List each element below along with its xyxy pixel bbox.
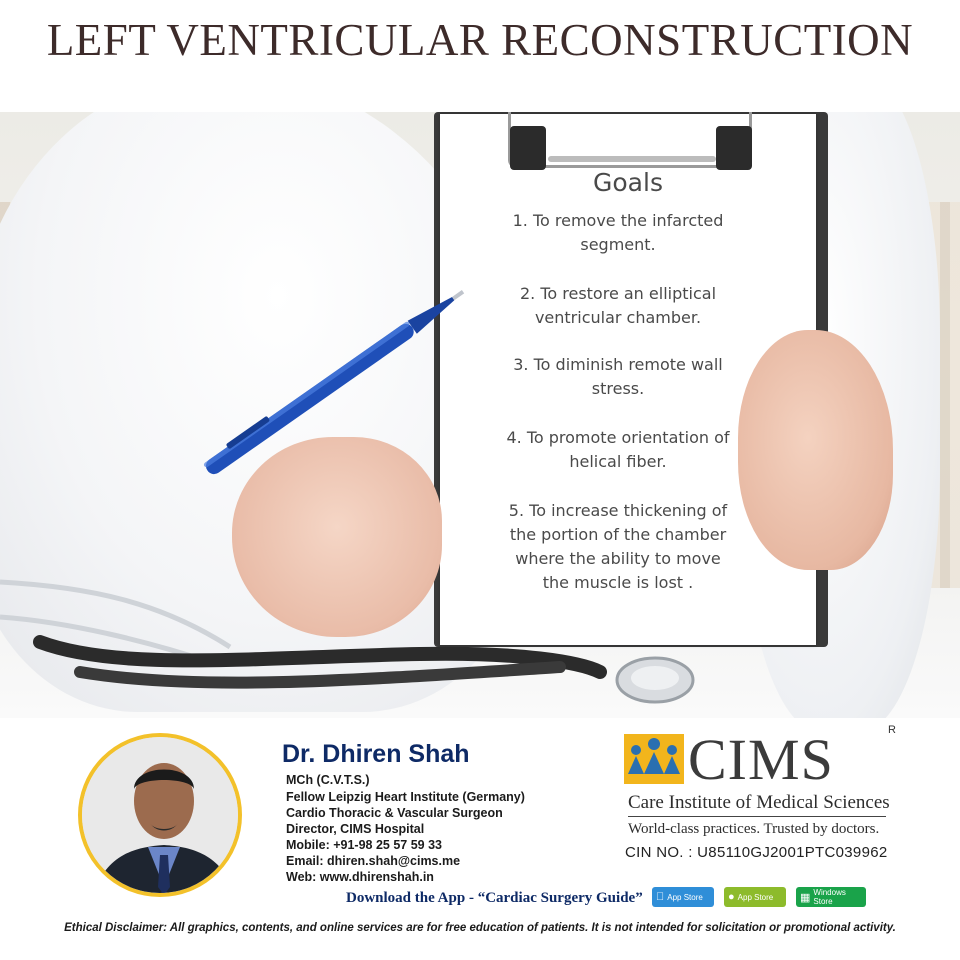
doctor-mobile: Mobile: +91-98 25 57 59 33 xyxy=(286,838,442,852)
doctor-portrait-icon xyxy=(82,737,242,897)
goal-line: where the ability to move xyxy=(515,549,721,568)
cims-logo-icon xyxy=(624,734,684,784)
clip-foot-left xyxy=(510,126,546,170)
goal-line: 3. To diminish remote wall xyxy=(513,355,723,374)
apple-icon xyxy=(656,891,664,903)
goal-line: the muscle is lost . xyxy=(542,573,694,592)
windows-store-badge[interactable] xyxy=(796,887,866,907)
goal-line: 4. To promote orientation of xyxy=(506,428,730,447)
ethical-disclaimer: Ethical Disclaimer: All graphics, contents, and online services are for free education of patients. It is not intended for solicitation or promotional activity. xyxy=(64,922,896,934)
goal-item xyxy=(490,353,746,401)
goal-line: 2. To restore an elliptical xyxy=(519,284,717,303)
hero-photo xyxy=(0,112,960,718)
store-label: App Store xyxy=(659,892,695,902)
clipboard-clip-bar xyxy=(548,156,716,162)
goal-item xyxy=(490,209,746,257)
ios-app-store-badge[interactable] xyxy=(652,887,714,907)
doctor-web: Web: www.dhirenshah.in xyxy=(286,870,434,884)
cin-number: CIN NO. : U85110GJ2001PTC039962 xyxy=(625,844,888,861)
goal-line: the portion of the chamber xyxy=(509,525,727,544)
right-hand xyxy=(738,330,893,570)
store-label: App Store xyxy=(737,892,774,902)
android-store-badge[interactable] xyxy=(724,887,786,907)
goal-line: 1. To remove the infarcted xyxy=(512,211,724,230)
cims-tagline: World-class practices. Trusted by doctors. xyxy=(628,821,880,837)
clip-foot-right xyxy=(716,126,752,170)
doctor-credential: Fellow Leipzig Heart Institute (Germany) xyxy=(286,790,525,804)
doctor-avatar xyxy=(78,733,242,897)
cims-full-name: Care Institute of Medical Sciences xyxy=(628,792,890,813)
goal-line: helical fiber. xyxy=(569,452,667,471)
store-label: Windows Store xyxy=(813,888,846,906)
cims-wordmark: CIMS xyxy=(688,727,834,792)
android-icon: ● xyxy=(728,891,735,903)
goal-item xyxy=(490,282,746,330)
doctor-credential: MCh (C.V.T.S.) xyxy=(286,773,370,787)
windows-icon: ▦ xyxy=(800,891,811,904)
doctor-credential: Director, CIMS Hospital xyxy=(286,822,425,836)
page-title: LEFT VENTRICULAR RECONSTRUCTION xyxy=(46,15,914,65)
goal-line: 5. To increase thickening of xyxy=(508,501,728,520)
goal-item xyxy=(490,426,746,474)
stethoscope-icon xyxy=(0,562,720,718)
divider xyxy=(628,816,886,817)
goal-line: segment. xyxy=(580,235,656,254)
goals-heading: Goals xyxy=(593,168,663,197)
doctor-name: Dr. Dhiren Shah xyxy=(282,740,470,768)
doctor-credential: Cardio Thoracic & Vascular Surgeon xyxy=(286,806,503,820)
goal-line: ventricular chamber. xyxy=(534,308,702,327)
goal-line: stress. xyxy=(591,379,645,398)
download-app-text: Download the App - “Cardiac Surgery Guide” xyxy=(346,890,643,906)
registered-mark: R xyxy=(888,724,896,736)
doctor-email: Email: dhiren.shah@cims.me xyxy=(286,854,461,868)
